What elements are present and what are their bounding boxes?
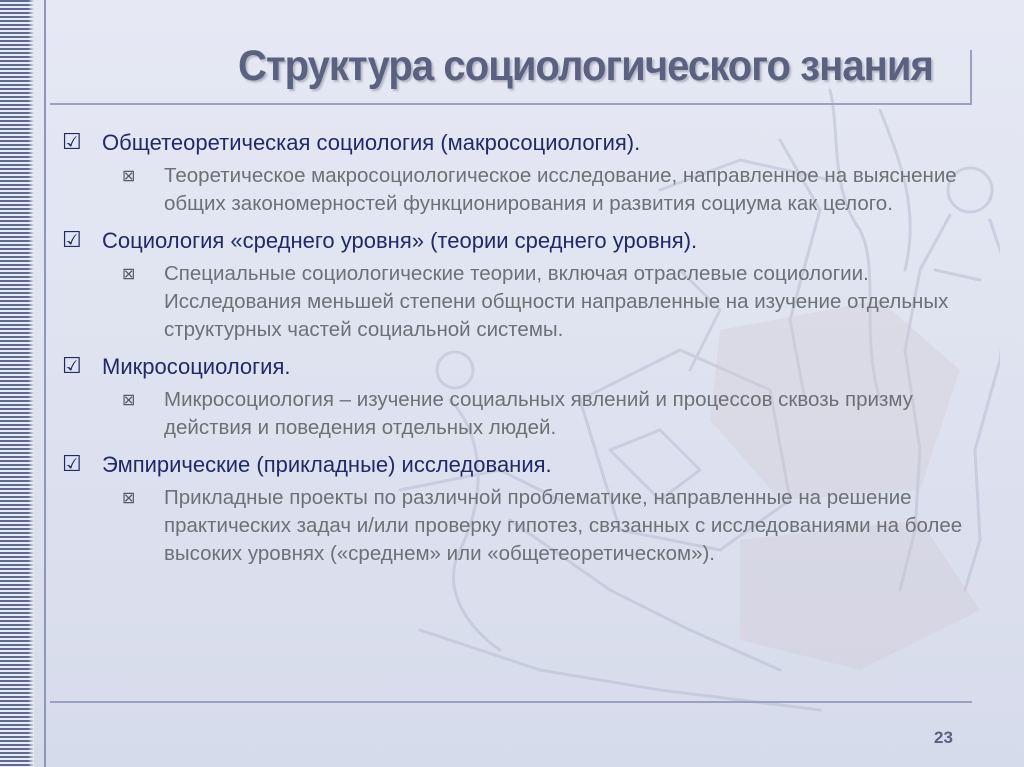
title-right-rule bbox=[970, 50, 972, 105]
bullet-list bbox=[62, 128, 982, 568]
checkbox-checked-icon: ☑ bbox=[62, 452, 82, 477]
checkbox-crossed-icon: ⊠ bbox=[122, 166, 136, 185]
section-heading: Социология «среднего уровня» (теории среднего уровня). bbox=[102, 228, 698, 253]
checkbox-checked-icon: ☑ bbox=[62, 130, 82, 155]
checkbox-crossed-icon: ⊠ bbox=[122, 264, 136, 283]
checkbox-crossed-icon: ⊠ bbox=[122, 390, 136, 409]
striped-border bbox=[0, 0, 34, 767]
list-item bbox=[62, 352, 982, 442]
list-item bbox=[62, 226, 982, 344]
checkbox-checked-icon: ☑ bbox=[62, 228, 82, 253]
footer-rule bbox=[50, 701, 972, 703]
section-detail: Прикладные проекты по различной проблематике, направленные на решение практических задач и/или проверку гипотез, связанных с исследованиями на более высоких уровнях («среднем» или «общетеоретическом»). bbox=[164, 486, 963, 565]
section-heading: Эмпирические (прикладные) исследования. bbox=[102, 452, 552, 477]
checkbox-checked-icon: ☑ bbox=[62, 354, 82, 379]
page-number: 23 bbox=[934, 728, 953, 747]
checkbox-crossed-icon: ⊠ bbox=[122, 488, 136, 507]
section-heading: Общетеоретическая социология (макросоциология). bbox=[102, 130, 641, 155]
title-underline bbox=[50, 103, 972, 105]
slide-title: Структура социологического знания bbox=[238, 42, 933, 90]
section-detail: Микросоциология – изучение социальных явлений и процессов сквозь призму действия и поведения отдельных людей. bbox=[164, 388, 913, 439]
section-detail: Теоретическое макросоциологическое исследование, направленное на выяснение общих закономерностей функционирования и развития социума как целого. bbox=[164, 164, 957, 215]
section-heading: Микросоциология. bbox=[102, 354, 291, 379]
left-divider bbox=[44, 0, 46, 767]
section-detail: Специальные социологические теории, включая отраслевые социологии. Исследования меньшей степени общности направленные на изучение отдельных структурных частей социальной системы. bbox=[164, 262, 949, 341]
list-item bbox=[62, 128, 982, 218]
list-item bbox=[62, 450, 982, 568]
